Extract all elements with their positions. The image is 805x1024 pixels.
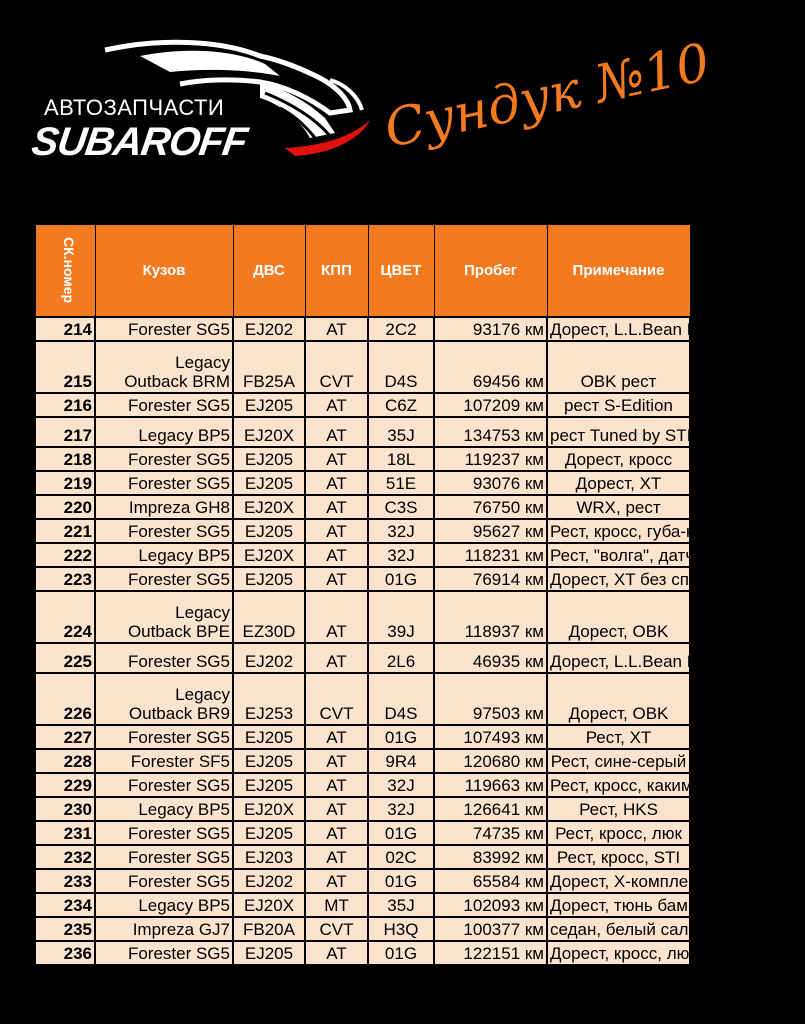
column-header-body: Кузов bbox=[95, 225, 233, 317]
body-cell bbox=[95, 821, 233, 845]
note-cell: Рест, XT bbox=[547, 725, 690, 749]
body-line: Legacy bbox=[175, 602, 230, 622]
table-row bbox=[35, 893, 690, 917]
logo-wordmark bbox=[29, 120, 250, 165]
table-row bbox=[35, 773, 690, 797]
stock-number-cell: 217 bbox=[35, 417, 95, 447]
transmission-cell: AT bbox=[305, 543, 368, 567]
mileage-cell: 119663 км bbox=[434, 773, 547, 797]
table-row bbox=[35, 673, 690, 725]
body-cell bbox=[95, 341, 233, 393]
stock-number-cell: 218 bbox=[35, 447, 95, 471]
transmission-cell: AT bbox=[305, 495, 368, 519]
logo-wordmark-part-b: OFF bbox=[166, 120, 250, 164]
transmission-cell: AT bbox=[305, 941, 368, 965]
note-cell: OBK рест bbox=[547, 341, 690, 393]
engine-cell: EJ203 bbox=[233, 845, 305, 869]
transmission-cell: CVT bbox=[305, 341, 368, 393]
transmission-cell: AT bbox=[305, 447, 368, 471]
note-cell: Дорест, кросс, люк bbox=[547, 941, 690, 965]
body-line: Forester SG5 bbox=[127, 449, 230, 469]
table-row bbox=[35, 797, 690, 821]
body-line: Forester SG5 bbox=[127, 943, 230, 963]
stock-number-cell: 230 bbox=[35, 797, 95, 821]
transmission-cell: AT bbox=[305, 643, 368, 673]
note-cell: рест S-Edition bbox=[547, 393, 690, 417]
color-code-cell: 02C bbox=[368, 845, 434, 869]
color-code-cell: 32J bbox=[368, 543, 434, 567]
transmission-cell: AT bbox=[305, 869, 368, 893]
body-cell bbox=[95, 941, 233, 965]
engine-cell: EJ205 bbox=[233, 941, 305, 965]
transmission-cell: AT bbox=[305, 591, 368, 643]
body-line: Legacy bbox=[175, 684, 230, 704]
body-cell bbox=[95, 893, 233, 917]
stock-number-cell: 220 bbox=[35, 495, 95, 519]
note-cell: Дорест, OBK bbox=[547, 591, 690, 643]
table-row bbox=[35, 417, 690, 447]
body-line: Forester SG5 bbox=[127, 473, 230, 493]
mileage-cell: 119237 км bbox=[434, 447, 547, 471]
body-cell bbox=[95, 317, 233, 341]
color-code-cell: 51E bbox=[368, 471, 434, 495]
mileage-cell: 102093 км bbox=[434, 893, 547, 917]
body-cell bbox=[95, 471, 233, 495]
color-code-cell: 9R4 bbox=[368, 749, 434, 773]
engine-cell: EJ253 bbox=[233, 673, 305, 725]
body-cell bbox=[95, 773, 233, 797]
transmission-cell: CVT bbox=[305, 917, 368, 941]
engine-cell: FB20A bbox=[233, 917, 305, 941]
mileage-cell: 76914 км bbox=[434, 567, 547, 591]
note-cell: Рест, HKS bbox=[547, 797, 690, 821]
transmission-cell: AT bbox=[305, 845, 368, 869]
table-row bbox=[35, 845, 690, 869]
stock-number-cell: 224 bbox=[35, 591, 95, 643]
mileage-cell: 93076 км bbox=[434, 471, 547, 495]
engine-cell: EJ205 bbox=[233, 393, 305, 417]
engine-cell: EJ202 bbox=[233, 643, 305, 673]
table-row bbox=[35, 643, 690, 673]
body-cell bbox=[95, 495, 233, 519]
stock-number-cell: 219 bbox=[35, 471, 95, 495]
stock-number-cell: 227 bbox=[35, 725, 95, 749]
note-cell: Дорест, XT без спойлера bbox=[547, 567, 690, 591]
body-cell bbox=[95, 749, 233, 773]
color-code-cell: D4S bbox=[368, 341, 434, 393]
body-cell bbox=[95, 797, 233, 821]
note-cell: Дорест, OBK bbox=[547, 673, 690, 725]
color-code-cell: C6Z bbox=[368, 393, 434, 417]
body-cell bbox=[95, 591, 233, 643]
company-logo bbox=[28, 38, 375, 164]
stock-number-cell: 226 bbox=[35, 673, 95, 725]
note-cell: Дорест, L.L.Bean Красно-серый bbox=[547, 317, 690, 341]
engine-cell: EJ205 bbox=[233, 821, 305, 845]
engine-cell: EZ30D bbox=[233, 591, 305, 643]
mileage-cell: 65584 км bbox=[434, 869, 547, 893]
stock-number-cell: 225 bbox=[35, 643, 95, 673]
note-cell: Рест, кросс, люк bbox=[547, 821, 690, 845]
table-row bbox=[35, 869, 690, 893]
mileage-cell: 69456 км bbox=[434, 341, 547, 393]
color-code-cell: D4S bbox=[368, 673, 434, 725]
transmission-cell: AT bbox=[305, 749, 368, 773]
engine-cell: EJ202 bbox=[233, 317, 305, 341]
table-row bbox=[35, 917, 690, 941]
stock-number-cell: 221 bbox=[35, 519, 95, 543]
table-row bbox=[35, 495, 690, 519]
table-row bbox=[35, 567, 690, 591]
mileage-cell: 100377 км bbox=[434, 917, 547, 941]
transmission-cell: AT bbox=[305, 821, 368, 845]
column-header-engine: ДВС bbox=[233, 225, 305, 317]
body-line: Impreza GJ7 bbox=[132, 919, 230, 939]
mileage-cell: 107209 км bbox=[434, 393, 547, 417]
note-cell: Рест, кросс, STI bbox=[547, 845, 690, 869]
body-line: Outback BRM bbox=[124, 371, 230, 391]
stock-number-cell: 236 bbox=[35, 941, 95, 965]
mileage-cell: 107493 км bbox=[434, 725, 547, 749]
logo-subtitle: АВТОЗАПЧАСТИ bbox=[44, 95, 225, 120]
color-code-cell: C3S bbox=[368, 495, 434, 519]
body-cell bbox=[95, 393, 233, 417]
stock-number-cell: 214 bbox=[35, 317, 95, 341]
engine-cell: EJ20X bbox=[233, 495, 305, 519]
color-code-cell: 35J bbox=[368, 417, 434, 447]
color-code-cell: 01G bbox=[368, 567, 434, 591]
column-header-note: Примечание bbox=[547, 225, 690, 317]
engine-cell: EJ20X bbox=[233, 893, 305, 917]
table-row bbox=[35, 591, 690, 643]
transmission-cell: AT bbox=[305, 317, 368, 341]
body-line: Legacy BP5 bbox=[138, 545, 230, 565]
table-row bbox=[35, 821, 690, 845]
mileage-cell: 134753 км bbox=[434, 417, 547, 447]
engine-cell: EJ205 bbox=[233, 447, 305, 471]
engine-cell: EJ205 bbox=[233, 773, 305, 797]
note-cell: Дорест, X-комплект bbox=[547, 869, 690, 893]
transmission-cell: AT bbox=[305, 797, 368, 821]
engine-cell: FB25A bbox=[233, 341, 305, 393]
body-cell bbox=[95, 519, 233, 543]
body-cell bbox=[95, 845, 233, 869]
transmission-cell: AT bbox=[305, 393, 368, 417]
mileage-cell: 76750 км bbox=[434, 495, 547, 519]
body-cell bbox=[95, 567, 233, 591]
body-line: Forester SG5 bbox=[127, 847, 230, 867]
engine-cell: EJ20X bbox=[233, 543, 305, 567]
mileage-cell: 95627 км bbox=[434, 519, 547, 543]
note-cell: Рест, кросс, какимото bbox=[547, 773, 690, 797]
body-line: Legacy BP5 bbox=[138, 895, 230, 915]
logo-wordmark-part-a: SUBAR bbox=[28, 120, 173, 164]
body-cell bbox=[95, 673, 233, 725]
mileage-cell: 122151 км bbox=[434, 941, 547, 965]
note-cell: Рест, кросс, губа-карбон bbox=[547, 519, 690, 543]
column-header-color: ЦВЕТ bbox=[368, 225, 434, 317]
body-line: Outback BPE bbox=[127, 621, 230, 641]
note-cell: Дорест, тюнь бампера bbox=[547, 893, 690, 917]
column-header-transmission: КПП bbox=[305, 225, 368, 317]
body-line: Forester SG5 bbox=[127, 521, 230, 541]
transmission-cell: AT bbox=[305, 519, 368, 543]
stock-number-cell: 232 bbox=[35, 845, 95, 869]
mileage-cell: 83992 км bbox=[434, 845, 547, 869]
transmission-cell: MT bbox=[305, 893, 368, 917]
body-line: Forester SF5 bbox=[130, 751, 230, 771]
transmission-cell: AT bbox=[305, 567, 368, 591]
body-line: Forester SG5 bbox=[127, 871, 230, 891]
engine-cell: EJ20X bbox=[233, 797, 305, 821]
body-line: Forester SG5 bbox=[127, 319, 230, 339]
stock-number-cell: 223 bbox=[35, 567, 95, 591]
color-code-cell: 01G bbox=[368, 821, 434, 845]
body-cell bbox=[95, 543, 233, 567]
stock-number-cell: 229 bbox=[35, 773, 95, 797]
mileage-cell: 93176 км bbox=[434, 317, 547, 341]
note-cell: седан, белый салон bbox=[547, 917, 690, 941]
column-header-stock-number: СК.номер bbox=[35, 225, 95, 317]
mileage-cell: 120680 км bbox=[434, 749, 547, 773]
body-line: Legacy BP5 bbox=[138, 799, 230, 819]
body-cell bbox=[95, 643, 233, 673]
engine-cell: EJ205 bbox=[233, 725, 305, 749]
color-code-cell: 2L6 bbox=[368, 643, 434, 673]
mileage-cell: 126641 км bbox=[434, 797, 547, 821]
body-line: Legacy bbox=[175, 352, 230, 372]
body-line: Forester SG5 bbox=[127, 727, 230, 747]
table-header-row bbox=[35, 225, 690, 317]
mileage-cell: 74735 км bbox=[434, 821, 547, 845]
transmission-cell: CVT bbox=[305, 673, 368, 725]
body-cell bbox=[95, 725, 233, 749]
stock-number-cell: 233 bbox=[35, 869, 95, 893]
engine-cell: EJ205 bbox=[233, 471, 305, 495]
page-title: Сундук №10 bbox=[379, 32, 716, 160]
note-cell: Дорест, кросс bbox=[547, 447, 690, 471]
body-cell bbox=[95, 447, 233, 471]
engine-cell: EJ205 bbox=[233, 519, 305, 543]
stock-number-cell: 215 bbox=[35, 341, 95, 393]
body-line: Outback BR9 bbox=[128, 703, 230, 723]
table-row bbox=[35, 941, 690, 965]
note-cell: Рест, "волга", датчики bbox=[547, 543, 690, 567]
note-cell: рест Tuned by STI, Brembo black bbox=[547, 417, 690, 447]
color-code-cell: 35J bbox=[368, 893, 434, 917]
color-code-cell: 01G bbox=[368, 869, 434, 893]
transmission-cell: AT bbox=[305, 773, 368, 797]
stock-number-cell: 231 bbox=[35, 821, 95, 845]
stock-number-cell: 228 bbox=[35, 749, 95, 773]
body-line: Forester SG5 bbox=[127, 823, 230, 843]
stock-number-cell: 235 bbox=[35, 917, 95, 941]
color-code-cell: 2C2 bbox=[368, 317, 434, 341]
engine-cell: EJ205 bbox=[233, 749, 305, 773]
mileage-cell: 46935 км bbox=[434, 643, 547, 673]
mileage-cell: 118231 км bbox=[434, 543, 547, 567]
body-line: Legacy BP5 bbox=[138, 425, 230, 445]
color-code-cell: 01G bbox=[368, 725, 434, 749]
transmission-cell: AT bbox=[305, 417, 368, 447]
body-cell bbox=[95, 417, 233, 447]
color-code-cell: 32J bbox=[368, 773, 434, 797]
table-row bbox=[35, 317, 690, 341]
table-row bbox=[35, 543, 690, 567]
transmission-cell: AT bbox=[305, 725, 368, 749]
body-line: Impreza GH8 bbox=[128, 497, 230, 517]
note-cell: WRX, рест bbox=[547, 495, 690, 519]
note-cell: Дорест, XT bbox=[547, 471, 690, 495]
table-row bbox=[35, 393, 690, 417]
engine-cell: EJ20X bbox=[233, 417, 305, 447]
table-row bbox=[35, 447, 690, 471]
table-row bbox=[35, 471, 690, 495]
stock-number-cell: 234 bbox=[35, 893, 95, 917]
table-row bbox=[35, 725, 690, 749]
color-code-cell: 39J bbox=[368, 591, 434, 643]
body-cell bbox=[95, 869, 233, 893]
parts-table bbox=[34, 224, 805, 966]
table-row bbox=[35, 341, 690, 393]
table-row bbox=[35, 749, 690, 773]
note-cell: Дорест, L.L.Bean Бело-серый bbox=[547, 643, 690, 673]
note-cell: Рест, сине-серый bbox=[547, 749, 690, 773]
color-code-cell: 32J bbox=[368, 797, 434, 821]
mileage-cell: 118937 км bbox=[434, 591, 547, 643]
color-code-cell: 32J bbox=[368, 519, 434, 543]
color-code-cell: H3Q bbox=[368, 917, 434, 941]
body-line: Forester SG5 bbox=[127, 569, 230, 589]
stock-number-cell: 222 bbox=[35, 543, 95, 567]
color-code-cell: 01G bbox=[368, 941, 434, 965]
body-cell bbox=[95, 917, 233, 941]
transmission-cell: AT bbox=[305, 471, 368, 495]
body-line: Forester SG5 bbox=[127, 651, 230, 671]
column-header-mileage: Пробег bbox=[434, 225, 547, 317]
mileage-cell: 97503 км bbox=[434, 673, 547, 725]
body-line: Forester SG5 bbox=[127, 395, 230, 415]
engine-cell: EJ205 bbox=[233, 567, 305, 591]
body-line: Forester SG5 bbox=[127, 775, 230, 795]
table-row bbox=[35, 519, 690, 543]
engine-cell: EJ202 bbox=[233, 869, 305, 893]
stock-number-cell: 216 bbox=[35, 393, 95, 417]
color-code-cell: 18L bbox=[368, 447, 434, 471]
